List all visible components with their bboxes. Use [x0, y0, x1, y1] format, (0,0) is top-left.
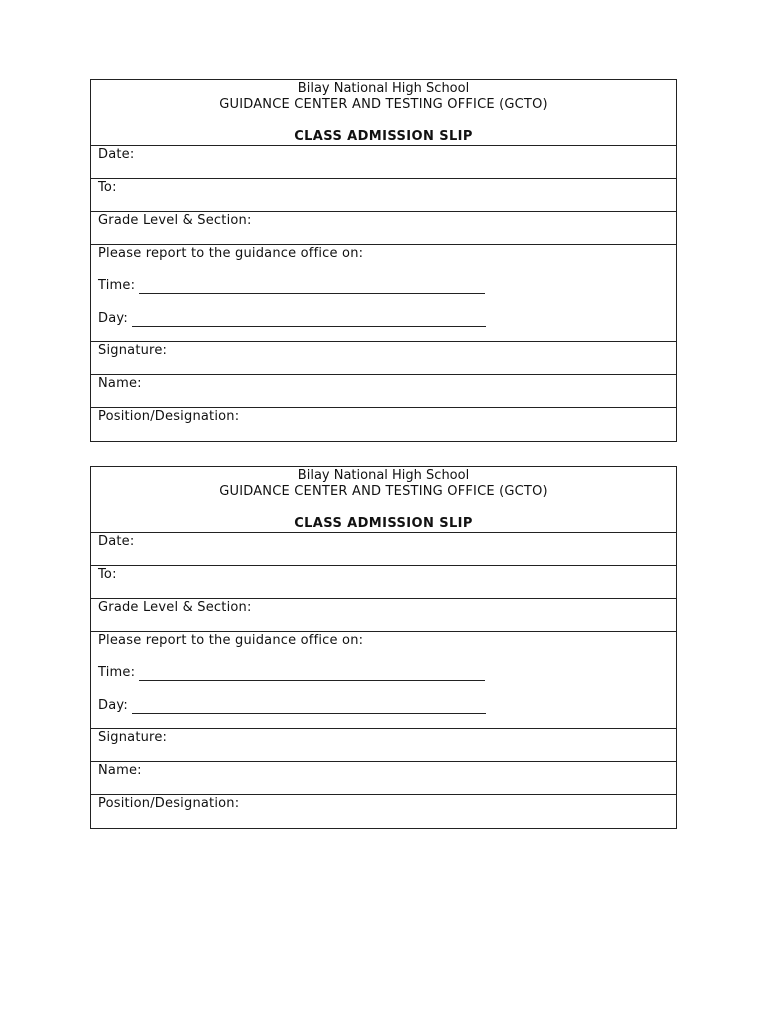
office-name: GUIDANCE CENTER AND TESTING OFFICE (GCTO) — [219, 484, 548, 499]
date-row[interactable] — [91, 146, 676, 179]
day-blank-line[interactable] — [132, 313, 486, 327]
slip-header — [91, 467, 676, 533]
name-label: Name: — [98, 763, 142, 778]
day-label: Day: — [98, 698, 128, 713]
date-label: Date: — [98, 534, 135, 549]
time-blank-line[interactable] — [139, 280, 485, 294]
report-label: Please report to the guidance office on: — [98, 246, 364, 261]
report-label: Please report to the guidance office on: — [98, 633, 364, 648]
date-row[interactable] — [91, 533, 676, 566]
name-label: Name: — [98, 376, 142, 391]
school-name: Bilay National High School — [297, 468, 470, 483]
to-row[interactable] — [91, 566, 676, 599]
date-label: Date: — [98, 147, 135, 162]
position-label: Position/Designation: — [98, 796, 240, 811]
admission-slip-2 — [90, 466, 677, 829]
grade-section-label: Grade Level & Section: — [98, 213, 252, 228]
time-field[interactable] — [98, 664, 485, 681]
slip-title: CLASS ADMISSION SLIP — [294, 516, 473, 531]
office-name: GUIDANCE CENTER AND TESTING OFFICE (GCTO) — [219, 97, 548, 112]
report-row — [91, 632, 676, 729]
report-row — [91, 245, 676, 342]
day-field[interactable] — [98, 697, 486, 714]
grade-section-row[interactable] — [91, 212, 676, 245]
time-label: Time: — [98, 665, 136, 680]
slip-title: CLASS ADMISSION SLIP — [294, 129, 473, 144]
school-name: Bilay National High School — [297, 81, 470, 96]
time-field[interactable] — [98, 277, 485, 294]
grade-section-label: Grade Level & Section: — [98, 600, 252, 615]
signature-row[interactable] — [91, 729, 676, 762]
time-label: Time: — [98, 278, 136, 293]
to-label: To: — [98, 567, 117, 582]
name-row[interactable] — [91, 375, 676, 408]
day-field[interactable] — [98, 310, 486, 327]
day-blank-line[interactable] — [132, 700, 486, 714]
signature-label: Signature: — [98, 730, 168, 745]
signature-row[interactable] — [91, 342, 676, 375]
to-row[interactable] — [91, 179, 676, 212]
time-blank-line[interactable] — [139, 667, 485, 681]
slip-header — [91, 80, 676, 146]
position-row[interactable] — [91, 408, 676, 441]
admission-slip-1 — [90, 79, 677, 442]
signature-label: Signature: — [98, 343, 168, 358]
name-row[interactable] — [91, 762, 676, 795]
position-row[interactable] — [91, 795, 676, 828]
grade-section-row[interactable] — [91, 599, 676, 632]
day-label: Day: — [98, 311, 128, 326]
position-label: Position/Designation: — [98, 409, 240, 424]
to-label: To: — [98, 180, 117, 195]
